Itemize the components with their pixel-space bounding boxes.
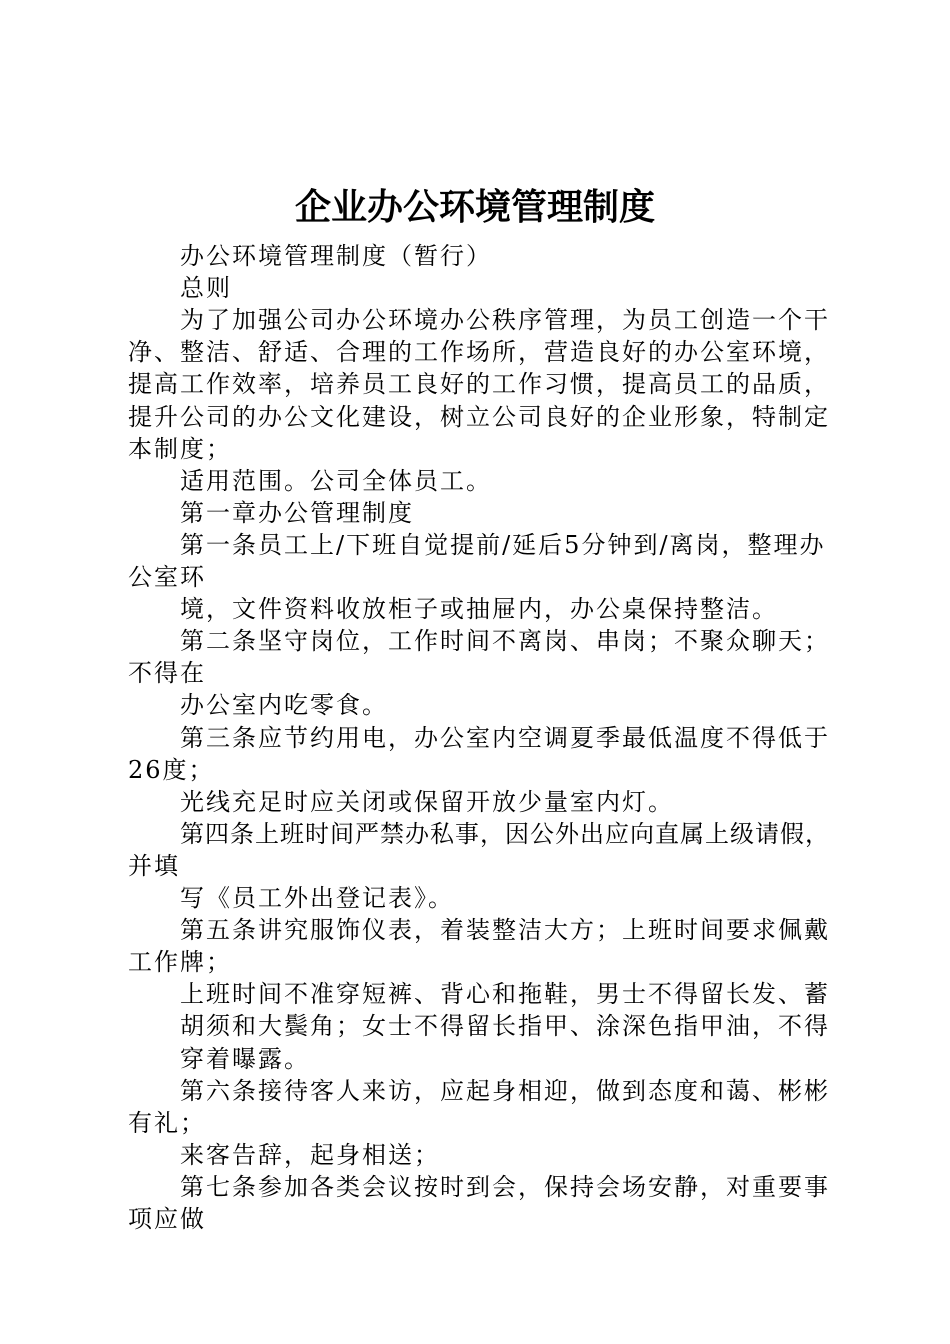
- paragraph-line: 有礼；: [128, 1108, 206, 1137]
- paragraph-line: 第五条讲究服饰仪表，着装整洁大方；上班时间要求佩戴: [180, 916, 830, 945]
- paragraph-line: 工作牌；: [128, 948, 232, 977]
- paragraph-line: 写《员工外出登记表》。: [180, 884, 454, 912]
- paragraph-line: 光线充足时应关闭或保留开放少量室内灯。: [180, 787, 674, 816]
- paragraph-line: 第三条应节约用电，办公室内空调夏季最低温度不得低于: [180, 723, 830, 752]
- paragraph-line: 不得在: [128, 659, 206, 688]
- paragraph-line: 穿着曝露。: [180, 1044, 310, 1073]
- paragraph-line: 项应做: [128, 1205, 206, 1233]
- paragraph-line: 办公环境管理制度（暂行）: [180, 242, 492, 270]
- paragraph-line: 为了加强公司办公环境办公秩序管理，为员工创造一个干: [180, 306, 830, 335]
- paragraph-line: 第一章办公管理制度: [180, 498, 414, 527]
- paragraph-line: 本制度；: [128, 434, 232, 463]
- paragraph-line: 公室环: [128, 563, 206, 591]
- paragraph-line: 提高工作效率，培养员工良好的工作习惯，提高员工的品质，: [128, 370, 830, 399]
- paragraph-line: 净、整洁、舒适、合理的工作场所，营造良好的办公室环境，: [128, 338, 830, 367]
- paragraph-line: 总则: [180, 274, 232, 303]
- paragraph-line: 第七条参加各类会议按时到会，保持会场安静，对重要事: [180, 1172, 830, 1201]
- paragraph-line: 办公室内吃零食。: [180, 691, 388, 720]
- paragraph-line: 第一条员工上/下班自觉提前/延后5分钟到/离岗，整理办: [180, 530, 826, 559]
- paragraph-line: 第六条接待客人来访，应起身相迎，做到态度和蔼、彬彬: [180, 1076, 830, 1105]
- paragraph-line: 提升公司的办公文化建设，树立公司良好的企业形象，特制定: [128, 402, 830, 431]
- paragraph-line: 第四条上班时间严禁办私事，因公外出应向直属上级请假，: [180, 819, 830, 848]
- paragraph-line: 适用范围。公司全体员工。: [180, 466, 492, 495]
- paragraph-line: 26度；: [128, 755, 215, 784]
- paragraph-line: 第二条坚守岗位，工作时间不离岗、串岗；不聚众聊天；: [180, 627, 830, 656]
- paragraph-line: 上班时间不准穿短裤、背心和拖鞋，男士不得留长发、蓄: [180, 980, 830, 1009]
- document-title: 企业办公环境管理制度: [294, 186, 655, 228]
- paragraph-line: 并填: [128, 851, 180, 880]
- paragraph-line: 来客告辞，起身相送；: [180, 1140, 440, 1169]
- paragraph-line: 胡须和大鬓角；女士不得留长指甲、涂深色指甲油，不得: [180, 1012, 830, 1041]
- paragraph-line: 境，文件资料收放柜子或抽屉内，办公桌保持整洁。: [180, 595, 778, 624]
